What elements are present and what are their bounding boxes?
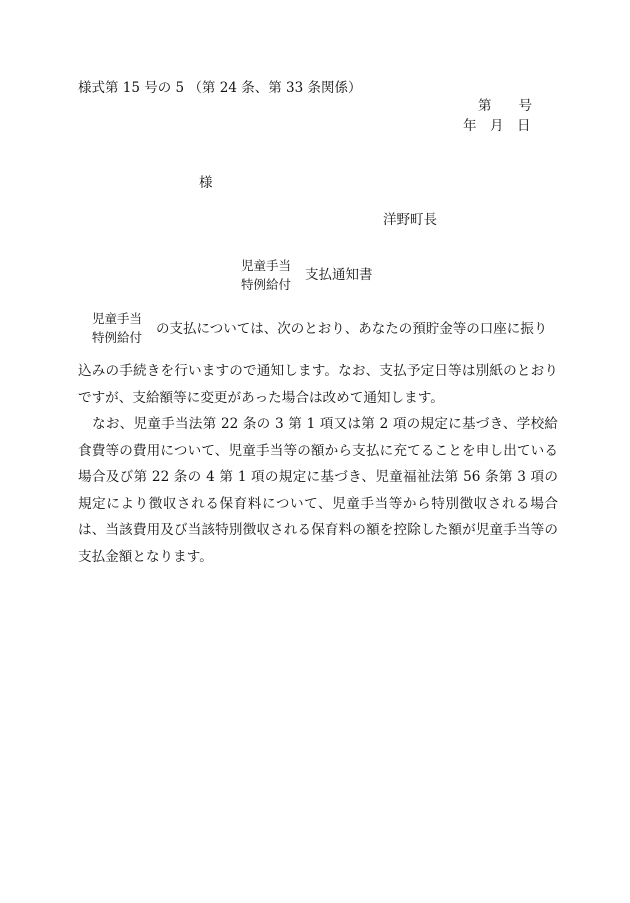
document-date: 年 月 日: [463, 118, 531, 134]
addressee-honorific: 様: [199, 175, 213, 191]
issuer-name: 洋野町長: [383, 212, 437, 228]
form-id: 様式第 15 号の 5 （第 24 条、第 33 条関係）: [78, 80, 362, 96]
paragraph-1: 込みの手続きを行いますので通知します。なお、支払予定日等は別紙のとおりですが、支給額等に変更があった場合は改めて通知します。: [78, 363, 558, 406]
title-line-2: 特例給付: [241, 277, 292, 292]
lead-line-2: 特例給付: [92, 330, 143, 345]
paragraph-2: なお、児童手当法第 22 条の 3 第 1 項又は第 2 項の規定に基づき、学校給食費等の費用について、児童手当等の額から支払に充てることを申し出ている場合及び第 22 条の 4 第 1 項の規定に基づき、児童福祉法第 56 条第 3 項の規定により徴収される保育料について、児童手当等から特別徴収される場合は、当該費用及び当該特別徴収される保育料の額を控除した額が児童手当等の支払金額となります。: [78, 416, 558, 565]
title-line-1: 児童手当: [241, 258, 292, 273]
document-title: 支払通知書: [305, 267, 373, 283]
lead-line-1: 児童手当: [92, 311, 143, 326]
lead-sentence: の支払については、次のとおり、あなたの預貯金等の口座に振り: [156, 321, 548, 337]
document-number: 第 号: [478, 98, 532, 114]
body-text: [78, 358, 558, 570]
